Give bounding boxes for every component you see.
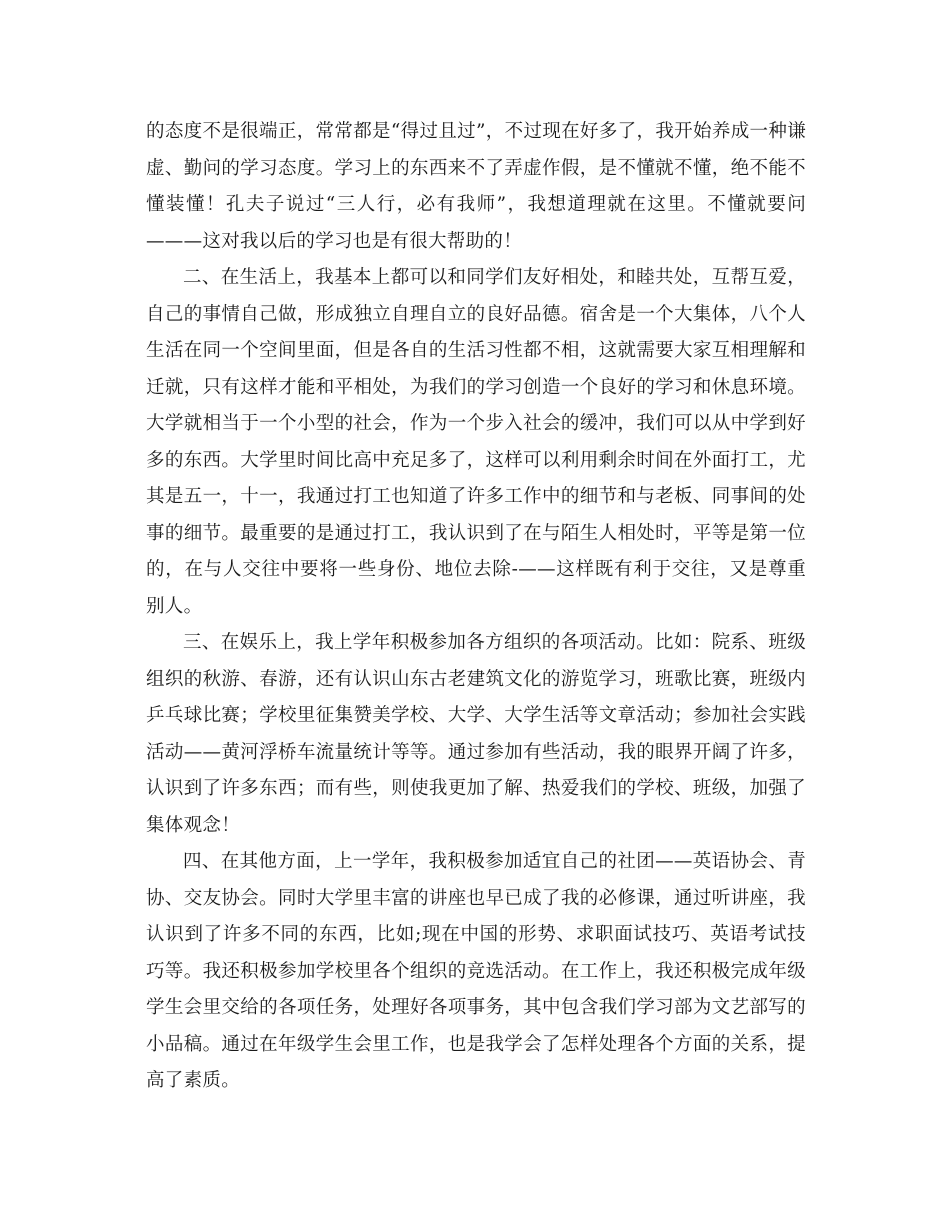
paragraph-1: 的态度不是很端正，常常都是“得过且过”，不过现在好多了，我开始养成一种谦虚、勤问的学习态度。学习上的东西来不了弄虚作假，是不懂就不懂，绝不能不懂装懂！孔夫子说过“三人行，必有我师”，我想道理就在这里。不懂就要问———这对我以后的学习也是有很大帮助的！	[146, 121, 806, 252]
paragraph-2-life: 二、在生活上，我基本上都可以和同学们友好相处，和睦共处，互帮互爱，自己的事情自己做，形成独立自理自立的良好品德。宿舍是一个大集体，八个人生活在同一个空间里面，但是各自的生活习性都不相，这就需要大家互相理解和迁就，只有这样才能和平相处，为我们的学习创造一个良好的学习和休息环境。大学就相当于一个小型的社会，作为一个步入社会的缓冲，我们可以从中学到好多的东西。大学里时间比高中充足多了，这样可以利用剩余时间在外面打工，尤其是五一，十一，我通过打工也知道了许多工作中的细节和与老板、同事间的处事的细节。最重要的是通过打工，我认识到了在与陌生人相处时，平等是第一位的，在与人交往中要将一些身份、地位去除-——这样既有利于交往，又是尊重别人。	[146, 267, 806, 617]
paragraph-4-other: 四、在其他方面，上一学年，我积极参加适宜自己的社团——英语协会、青协、交友协会。同时大学里丰富的讲座也早已成了我的必修课，通过听讲座，我认识到了许多不同的东西，比如;现在中国的形势、求职面试技巧、英语考试技巧等。我还积极参加学校里各个组织的竞选活动。在工作上，我还积极完成年级学生会里交给的各项任务，处理好各项事务，其中包含我们学习部为文艺部写的小品稿。通过在年级学生会里工作，也是我学会了怎样处理各个方面的关系，提高了素质。	[146, 851, 806, 1091]
document-page	[146, 114, 806, 1100]
paragraph-3-entertainment: 三、在娱乐上，我上学年积极参加各方组织的各项活动。比如：院系、班级组织的秋游、春游，还有认识山东古老建筑文化的游览学习，班歌比赛，班级内乒乓球比赛；学校里征集赞美学校、大学、大学生活等文章活动；参加社会实践活动——黄河浮桥车流量统计等等。通过参加有些活动，我的眼界开阔了许多，认识到了许多东西；而有些，则使我更加了解、热爱我们的学校、班级，加强了集体观念！	[146, 632, 806, 836]
